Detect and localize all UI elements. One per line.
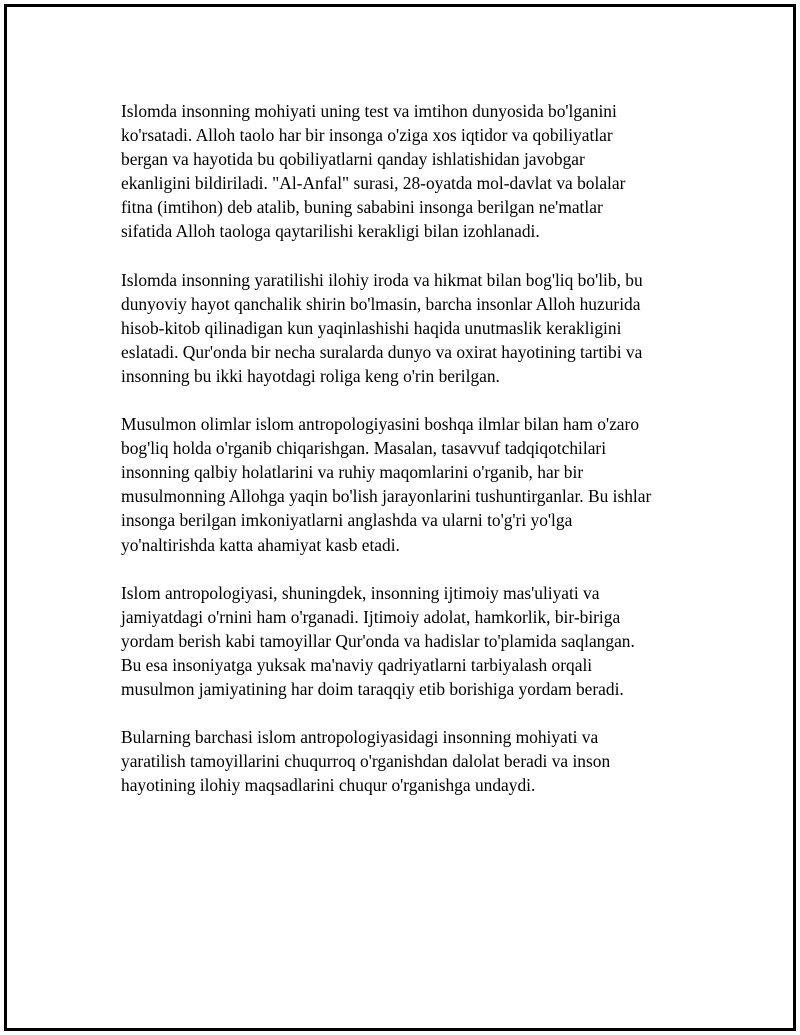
paragraph-2 — [121, 268, 711, 388]
text-line: hayotining ilohiy maqsadlarini chuqur o'rganishga undaydi. — [121, 775, 536, 796]
text-line: ekanligini bildiriladi. "Al-Anfal" surasi, 28-oyatda mol-davlat va bolalar — [121, 173, 626, 194]
text-line: Musulmon olimlar islom antropologiyasini boshqa ilmlar bilan ham o'zaro — [121, 414, 640, 435]
paragraph-4 — [121, 581, 711, 701]
text-line: Islomda insonning mohiyati uning test va imtihon dunyosida bo'lganini — [121, 101, 617, 121]
paragraph-1 — [121, 99, 711, 244]
text-line: musulmonning Allohga yaqin bo'lish jarayonlarini tushuntirganlar. Bu ishlar — [121, 486, 652, 507]
text-line: hisob-kitob qilinadigan kun yaqinlashishi haqida unutmaslik kerakligini — [121, 317, 622, 338]
text-line: yaratilish tamoyillarini chuqurroq o'rganishdan dalolat beradi va inson — [121, 751, 611, 772]
page-border — [4, 4, 796, 1031]
text-line: jamiyatdagi o'rnini ham o'rganadi. Ijtimoiy adolat, hamkorlik, bir-biriga — [121, 606, 621, 627]
text-line: Islomda insonning yaratilishi ilohiy iroda va hikmat bilan bog'liq bo'lib, bu — [121, 269, 643, 290]
text-line: insonning qalbiy holatlarini va ruhiy maqomlarini o'rganib, har bir — [121, 462, 584, 483]
text-line: sifatida Alloh taologa qaytarilishi kerakligi bilan izohlanadi. — [121, 221, 540, 242]
paragraph-5 — [121, 725, 711, 797]
paragraph-3 — [121, 412, 711, 557]
text-line: ko'rsatadi. Alloh taolo har bir insonga o'ziga xos iqtidor va qobiliyatlar — [121, 125, 613, 146]
text-line: Bularning barchasi islom antropologiyasidagi insonning mohiyati va — [121, 727, 599, 748]
text-line: bog'liq holda o'rganib chiqarishgan. Masalan, tasavvuf tadqiqotchilari — [121, 438, 607, 459]
text-line: eslatadi. Qur'onda bir necha suralarda dunyo va oxirat hayotining tartibi va — [121, 341, 643, 362]
text-line: yo'naltirishda katta ahamiyat kasb etadi. — [121, 534, 400, 555]
text-line: musulmon jamiyatining har doim taraqqiy etib borishiga yordam beradi. — [121, 678, 624, 699]
text-line: insonga berilgan imkoniyatlarni anglashda va ularni to'g'ri yo'lga — [121, 510, 573, 531]
text-line: fitna (imtihon) deb atalib, buning sababini insonga berilgan ne'matlar — [121, 197, 603, 218]
text-line: yordam berish kabi tamoyillar Qur'onda va hadislar to'plamida saqlangan. — [121, 630, 635, 651]
text-line: Bu esa insoniyatga yuksak ma'naviy qadriyatlarni tarbiyalash orqali — [121, 654, 593, 675]
document-body — [121, 99, 711, 821]
text-line: insonning bu ikki hayotdagi roliga keng o'rin berilgan. — [121, 365, 500, 386]
text-line: bergan va hayotida bu qobiliyatlarni qanday ishlatishidan javobgar — [121, 149, 585, 170]
text-line: dunyoviy hayot qanchalik shirin bo'lmasin, barcha insonlar Alloh huzurida — [121, 293, 641, 314]
text-line: Islom antropologiyasi, shuningdek, insonning ijtimoiy mas'uliyati va — [121, 582, 600, 603]
